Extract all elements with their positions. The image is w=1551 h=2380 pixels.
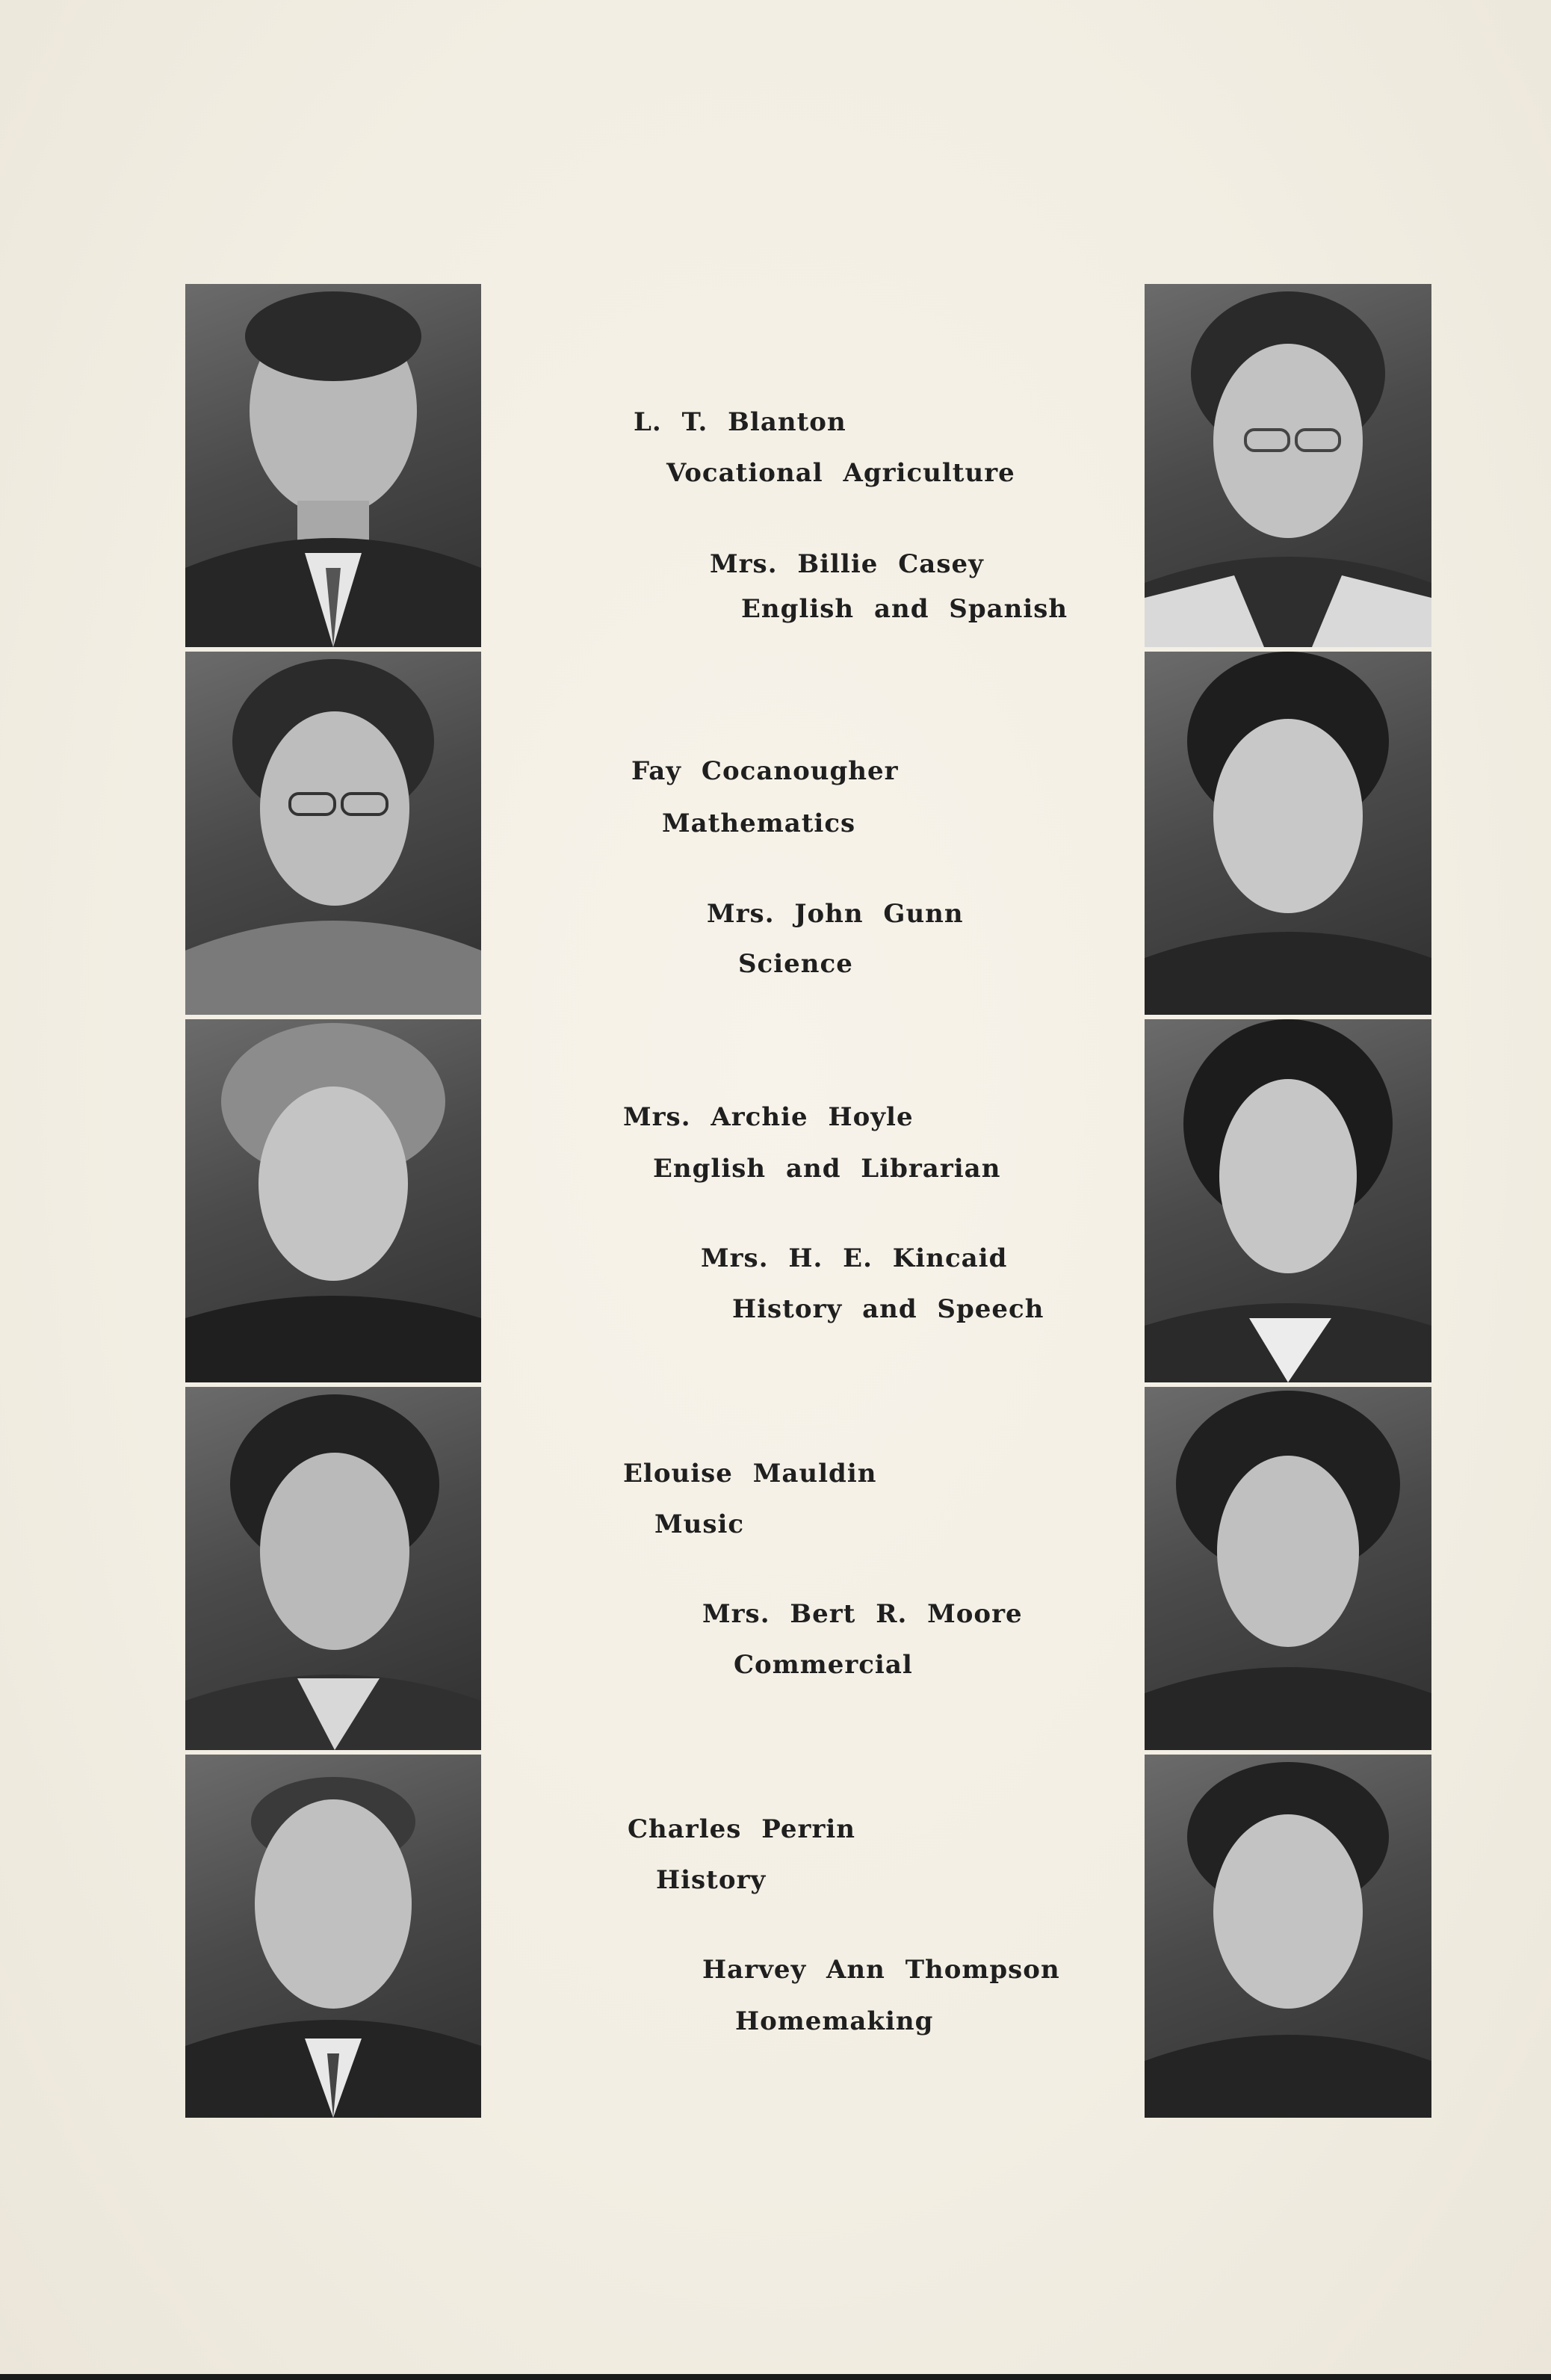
staff-name-5: Mrs. Archie Hoyle — [623, 1102, 914, 1132]
staff-subject-9: History — [656, 1865, 767, 1895]
scan-edge — [0, 2374, 1551, 2380]
staff-name-2: Mrs. Billie Casey — [710, 549, 984, 579]
staff-name-7: Elouise Mauldin — [623, 1459, 877, 1489]
staff-name-4: Mrs. John Gunn — [707, 899, 964, 929]
staff-subject-1: Vocational Agriculture — [666, 458, 1015, 488]
staff-subject-4: Science — [738, 949, 853, 979]
portrait-hoyle — [185, 1019, 481, 1382]
portrait-cocanougher — [185, 652, 481, 1015]
right-photo-column — [1145, 284, 1431, 2122]
staff-name-1: L. T. Blanton — [634, 407, 846, 437]
portrait-blanton — [185, 284, 481, 647]
staff-subject-10: Homemaking — [735, 2006, 934, 2036]
portrait-gunn — [1145, 652, 1431, 1015]
portrait-moore — [1145, 1387, 1431, 1750]
staff-name-10: Harvey Ann Thompson — [702, 1955, 1060, 1985]
staff-subject-3: Mathematics — [662, 809, 856, 838]
portrait-kincaid — [1145, 1019, 1431, 1382]
portrait-thompson — [1145, 1755, 1431, 2118]
portrait-casey — [1145, 284, 1431, 647]
left-photo-column — [185, 284, 481, 2122]
staff-subject-6: History and Speech — [732, 1294, 1044, 1324]
staff-subject-2: English and Spanish — [741, 594, 1068, 624]
staff-name-3: Fay Cocanougher — [631, 756, 899, 786]
staff-subject-7: Music — [654, 1509, 745, 1539]
portrait-perrin — [185, 1755, 481, 2118]
staff-name-8: Mrs. Bert R. Moore — [702, 1599, 1023, 1629]
staff-name-9: Charles Perrin — [628, 1814, 855, 1844]
staff-subject-5: English and Librarian — [653, 1154, 1001, 1184]
staff-subject-8: Commercial — [734, 1650, 913, 1680]
staff-name-6: Mrs. H. E. Kincaid — [701, 1243, 1008, 1273]
portrait-mauldin — [185, 1387, 481, 1750]
